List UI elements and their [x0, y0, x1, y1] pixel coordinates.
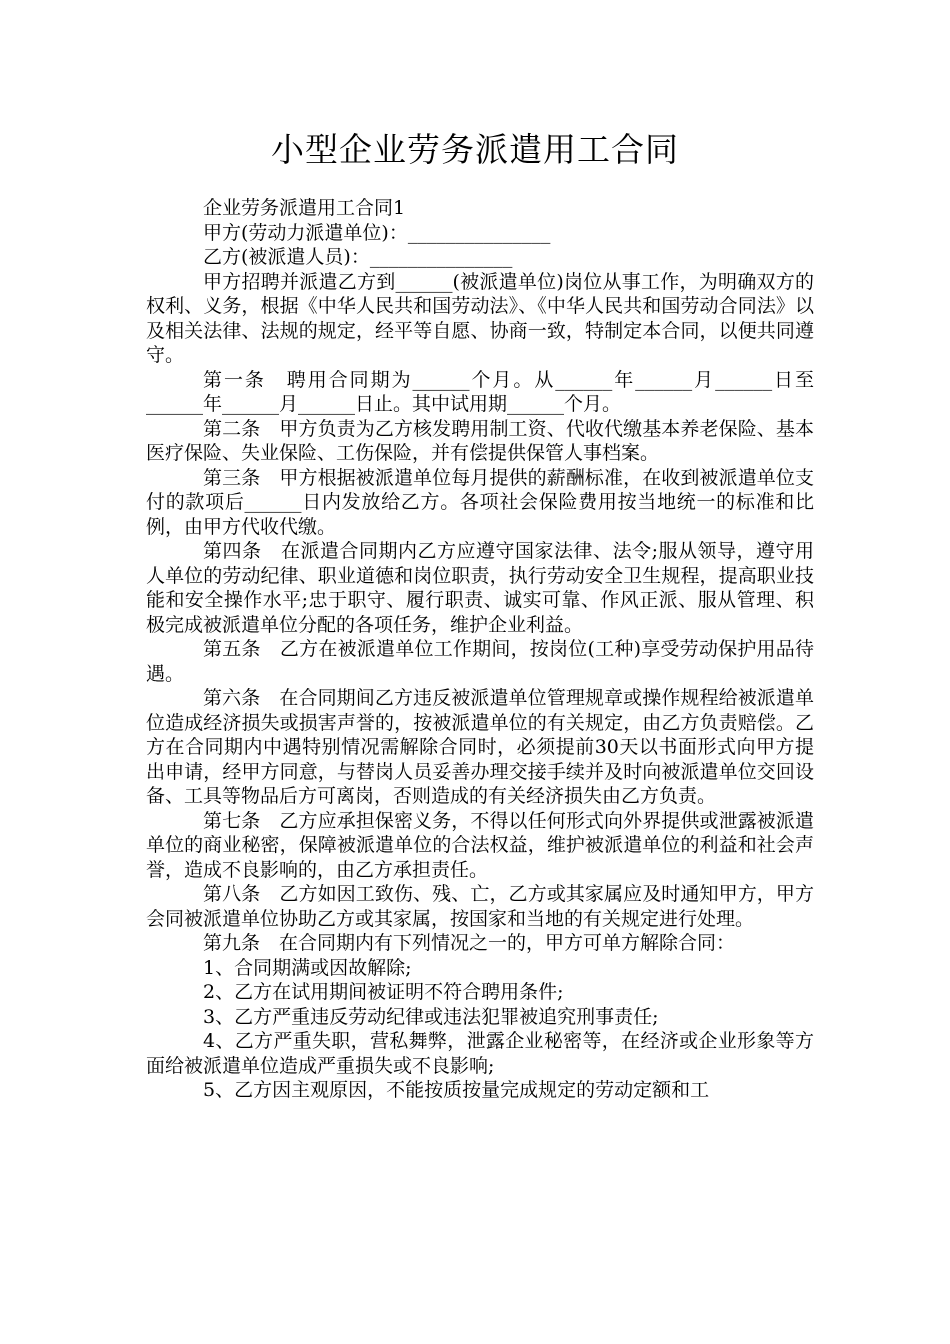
party-a-line: 甲方(劳动力派遣单位)：_______________ [203, 221, 551, 244]
document-title: 小型企业劳务派遣用工合同 [271, 130, 679, 169]
article-9-item-1: 1、合同期满或因故解除; [203, 956, 412, 979]
article-9-item-4: 4、乙方严重失职，营私舞弊，泄露企业秘密等，在经济或企业形象等方面给被派遣单位造成严重损失或不良影响; [146, 1030, 814, 1077]
article-9-item-3: 3、乙方严重违反劳动纪律或违法犯罪被追究刑事责任; [203, 1005, 659, 1028]
article-8: 第八条 乙方如因工致伤、残、亡，乙方或其家属应及时通知甲方，甲方会同被派遣单位协助乙方或其家属，按国家和当地的有关规定进行处理。 [146, 883, 814, 930]
party-b-line: 乙方(被派遣人员)：_______________ [203, 246, 513, 268]
article-3: 第三条 甲方根据被派遣单位每月提供的薪酬标准，在收到被派遣单位支付的款项后______日内发放给乙方。各项社会保险费用按当地统一的标准和比例，由甲方代收代缴。 [146, 466, 814, 538]
article-2: 第二条 甲方负责为乙方核发聘用制工资、代收代缴基本养老保险、基本医疗保险、失业保险、工伤保险，并有偿提供保管人事档案。 [146, 417, 814, 464]
article-4: 第四条 在派遣合同期内乙方应遵守国家法律、法令;服从领导，遵守用人单位的劳动纪律、职业道德和岗位职责，执行劳动安全卫生规程，提高职业技能和安全操作水平;忠于职守、履行职责、诚实可靠、作风正派、服从管理、积极完成被派遣单位分配的各项任务，维护企业利益。 [146, 540, 814, 636]
article-5: 第五条 乙方在被派遣单位工作期间，按岗位(工种)享受劳动保护用品待遇。 [146, 638, 814, 685]
article-9-item-5: 5、乙方因主观原因，不能按质按量完成规定的劳动定额和工 [203, 1079, 710, 1101]
contract-heading-line: 企业劳务派遣用工合同1 [203, 197, 406, 219]
document-body [146, 196, 814, 1103]
article-1: 第一条 聘用合同期为______个月。从______年______月______日至______年______月______日止。其中试用期______个月。 [146, 368, 814, 415]
article-9: 第九条 在合同期内有下列情况之一的，甲方可单方解除合同： [203, 932, 736, 954]
article-6: 第六条 在合同期间乙方违反被派遣单位管理规章或操作规程给被派遣单位造成经济损失或损害声誉的，按被派遣单位的有关规定，由乙方负责赔偿。乙方在合同期内中遇特别情况需解除合同时，必须提前30天以书面形式向甲方提出申请，经甲方同意，与替岗人员妥善办理交接手续并及时向被派遣单位交回设备、工具等物品后方可离岗，否则造成的有关经济损失由乙方负责。 [146, 687, 814, 807]
preamble-paragraph: 甲方招聘并派遣乙方到______(被派遣单位)岗位从事工作，为明确双方的权利、义务，根据《中华人民共和国劳动法》、《中华人民共和国劳动合同法》以及相关法律、法规的规定，经平等自愿、协商一致，特制定本合同，以便共同遵守。 [146, 270, 814, 366]
article-7: 第七条 乙方应承担保密义务，不得以任何形式向外界提供或泄露被派遣单位的商业秘密，保障被派遣单位的合法权益，维护被派遣单位的利益和社会声誉，造成不良影响的，由乙方承担责任。 [146, 809, 814, 881]
article-9-item-2: 2、乙方在试用期间被证明不符合聘用条件; [203, 981, 564, 1003]
